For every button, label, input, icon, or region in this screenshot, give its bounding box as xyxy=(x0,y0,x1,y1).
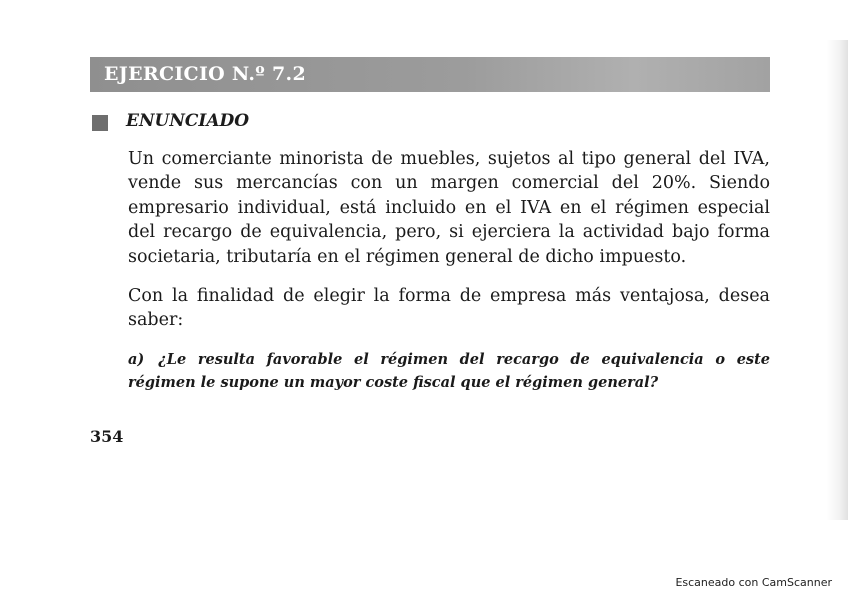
question-label: a) xyxy=(128,351,145,368)
page-edge-shadow xyxy=(826,40,848,520)
statement-paragraph-1: Un comerciante minorista de muebles, sujetos al tipo general del IVA, vende sus mercancías con un margen comercial del 20%. Siendo empresario individual, está incluido en el IVA en el régimen especial del recargo de equivalencia, pero, si ejerciera la actividad bajo forma societaria, tributaría en el régimen general de dicho impuesto. xyxy=(128,149,770,267)
section-heading: ENUNCIADO xyxy=(126,111,250,131)
question-text: ¿Le resulta favorable el régimen del recargo de equivalencia o este régimen le supone un mayor coste fiscal que el régimen general? xyxy=(128,351,770,391)
section-bullet-square xyxy=(92,115,108,131)
exercise-header-bar xyxy=(90,57,770,92)
exercise-title: EJERCICIO N.º 7.2 xyxy=(104,63,306,85)
page-number: 354 xyxy=(90,427,124,446)
statement-paragraph-2: Con la finalidad de elegir la forma de empresa más ventajosa, desea saber: xyxy=(128,286,770,331)
scanner-watermark: Escaneado con CamScanner xyxy=(675,576,832,589)
question-a xyxy=(128,348,770,394)
